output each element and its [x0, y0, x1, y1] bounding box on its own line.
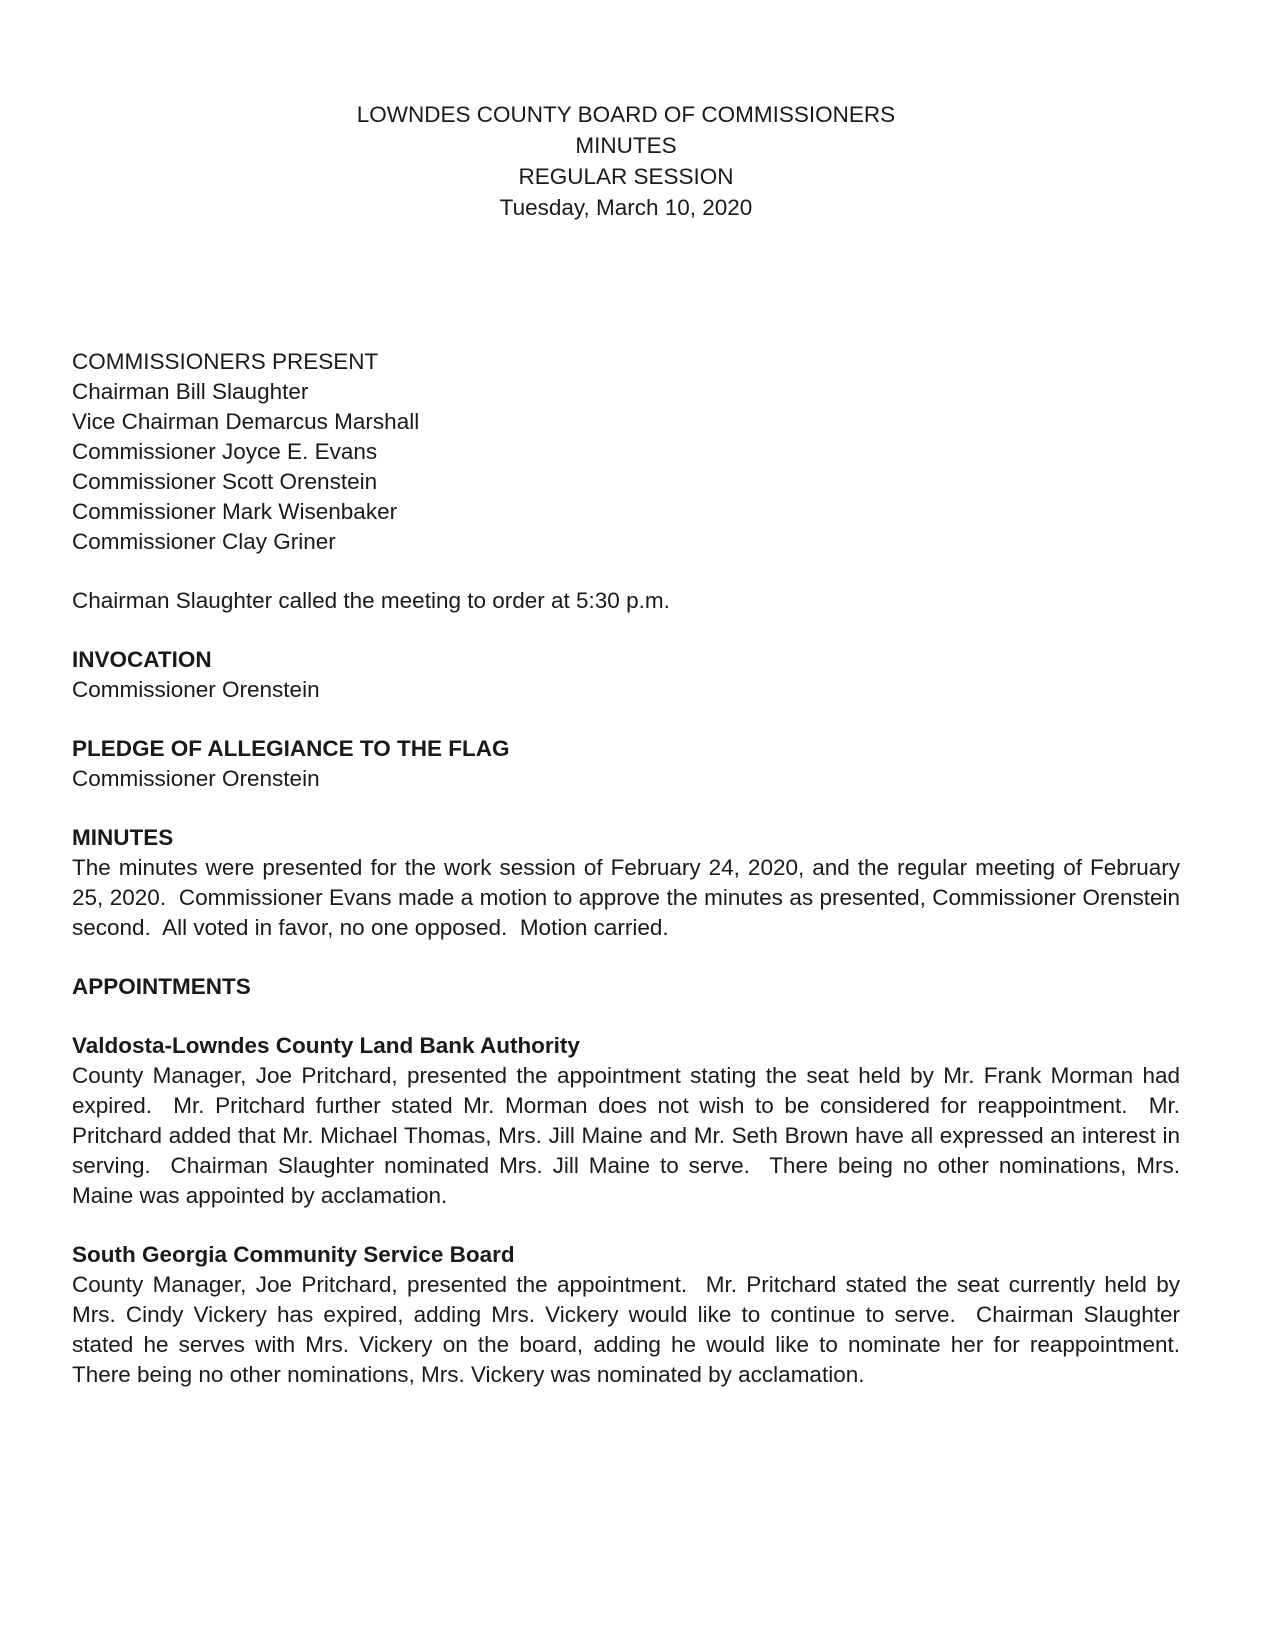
invocation-section: [72, 645, 1180, 705]
commissioners-present-section: [72, 347, 1180, 557]
invocation-heading: INVOCATION: [72, 647, 212, 672]
appointments-section: [72, 972, 1180, 1002]
pledge-heading: PLEDGE OF ALLEGIANCE TO THE FLAG: [72, 736, 510, 761]
service-board-body: County Manager, Joe Pritchard, presented the appointment. Mr. Pritchard stated the seat currently held by Mrs. Cindy Vickery has expired, adding Mrs. Vickery would like to continue to serve. Chairman Slaughter stated he serves with Mrs. Vickery on the board, adding he would like to nominate her for reappointment. There being no other nominations, Mrs. Vickery was nominated by acclamation.: [72, 1272, 1193, 1387]
commissioner-name: Vice Chairman Demarcus Marshall: [72, 409, 420, 434]
land-bank-heading: Valdosta-Lowndes County Land Bank Authority: [72, 1033, 580, 1058]
commissioner-name: Commissioner Scott Orenstein: [72, 469, 378, 494]
pledge-section: [72, 734, 1180, 794]
land-bank-body: County Manager, Joe Pritchard, presented the appointment stating the seat held by Mr. Frank Morman had expired. Mr. Pritchard further stated Mr. Morman does not wish to be considered for reappointment. Mr. Pritchard added that Mr. Michael Thomas, Mrs. Jill Maine and Mr. Seth Brown have all expressed an interest in serving. Chairman Slaughter nominated Mrs. Jill Maine to serve. There being no other nominations, Mrs. Maine was appointed by acclamation.: [72, 1063, 1187, 1208]
commissioner-name: Commissioner Clay Griner: [72, 529, 336, 554]
document-title: LOWNDES COUNTY BOARD OF COMMISSIONERS: [356, 102, 896, 127]
pledge-presenter: Commissioner Orenstein: [72, 766, 320, 791]
minutes-body: The minutes were presented for the work session of February 24, 2020, and the regular meeting of February 25, 2020. Commissioner Evans made a motion to approve the minutes as presented, Commissioner Orenstein second. All voted in favor, no one opposed. Motion carried.: [72, 855, 1187, 940]
call-to-order-text: Chairman Slaughter called the meeting to order at 5:30 p.m.: [72, 588, 670, 613]
document-header: [72, 99, 1180, 223]
service-board-appointment-section: [72, 1240, 1193, 1390]
invocation-presenter: Commissioner Orenstein: [72, 677, 320, 702]
minutes-heading: MINUTES: [72, 825, 174, 850]
appointments-heading: APPOINTMENTS: [72, 974, 251, 999]
commissioner-name: Commissioner Joyce E. Evans: [72, 439, 378, 464]
meeting-date: Tuesday, March 10, 2020: [499, 195, 753, 220]
minutes-section: [72, 823, 1187, 943]
commissioner-name: Commissioner Mark Wisenbaker: [72, 499, 398, 524]
session-type-label: REGULAR SESSION: [518, 164, 734, 189]
service-board-heading: South Georgia Community Service Board: [72, 1242, 515, 1267]
document-type-label: MINUTES: [575, 133, 677, 158]
commissioners-present-heading: COMMISSIONERS PRESENT: [72, 349, 379, 374]
commissioner-name: Chairman Bill Slaughter: [72, 379, 309, 404]
land-bank-appointment-section: [72, 1031, 1187, 1211]
